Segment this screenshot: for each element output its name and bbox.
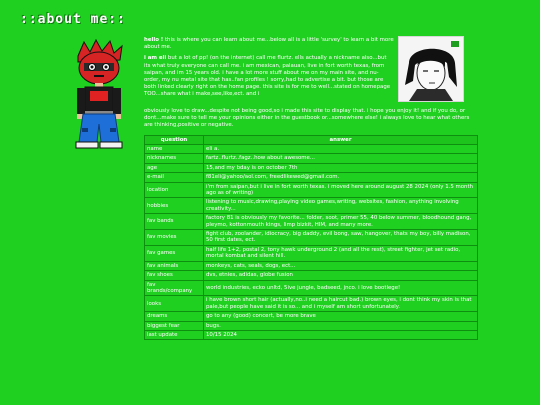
question-cell: fav animals	[145, 261, 204, 270]
answer-cell: monkeys, cats, seals, dogs, ect...	[204, 261, 478, 270]
survey-header-row	[145, 136, 478, 145]
table-row	[145, 296, 478, 312]
answer-cell: half life 1+2, postal 2, tony hawk underground 2 (and all the rest), street fighter, jet set radio, mortal kombat and silent hill.	[204, 245, 478, 261]
question-cell: dreams	[145, 312, 204, 321]
answer-cell: i'm from saipan,but i live in fort worth texas. i moved here around august 28 2024 (only 1.5 month ago as of writing)	[204, 182, 478, 198]
answer-cell: dvs, etnies, adidas, globe fusion	[204, 271, 478, 280]
question-cell: nicknames	[145, 154, 204, 163]
question-cell: name	[145, 145, 204, 154]
pixel-character-icon	[68, 38, 130, 150]
table-row	[145, 163, 478, 172]
intro-continued: obviously love to draw...despite not being good,so i made this site to display that. i hope you enjoy it! and if you do, or dont...make sure to tell me your opinions either in the guestbook or...somewhere else! i always love to hear what others are thinking,positive or negative.	[144, 108, 470, 129]
answer-cell: factory 81 is obviously my favorite... folder, soot, primer 55, 40 below summer, bloodhound gang, pleymo, kottonmouth kings, limp bizkit, HIM, and many more.	[204, 214, 478, 230]
table-row	[145, 214, 478, 230]
intro-about-bold: i am eli	[144, 55, 167, 62]
question-cell: fav brands/company	[145, 280, 204, 296]
answer-cell: i have brown short hair (actually,no..i need a haircut bad.) brown eyes, i dont think my skin is that pale,but people have said it is so... and i myself am short unfortunately.	[204, 296, 478, 312]
table-row	[145, 330, 478, 339]
intro-hello-bold: hello !	[144, 37, 164, 43]
survey-table	[144, 135, 478, 340]
answer-cell: world industries, ecko unltd, 5ive jungle, badseed, jnco. i love bootlege!	[204, 280, 478, 296]
table-row	[145, 145, 478, 154]
intro-hello-text: this is where you can learn about me...below all is a little 'survey' to learn a bit more about me.	[144, 37, 394, 51]
table-row	[145, 230, 478, 246]
drawn-portrait-image	[398, 36, 464, 102]
answer-header: answer	[204, 136, 478, 145]
question-cell: location	[145, 182, 204, 198]
answer-cell: eli a.	[204, 145, 478, 154]
answer-cell: f81eli@yahoo/aol.com, freedlikewed@gmail.com.	[204, 173, 478, 182]
answer-cell: go to any (good) concert, be more brave	[204, 312, 478, 321]
intro-about	[144, 55, 394, 98]
table-row	[145, 271, 478, 280]
intro-hello	[144, 37, 394, 51]
intro-text	[144, 37, 394, 99]
question-cell: fav shoes	[145, 271, 204, 280]
intro-about-text: but a lot of pp! (on the internet) call me flurtz. ells actually a nickname also...but its what truly everyone can call me. i am mexican, palauan, live in fort worth texas, from saipan, and im 15 years old. i have a lot more stuff about me on my main site, and nu-order, my nu metal site that has..fan profiles ! sorry,had to advertise a bit. but those are both linked clearly right on the home page. this site is for me to well...stated on homepage TOO...share what i make,see,like,ect. and i	[144, 55, 391, 98]
answer-cell: fartz..flurtz..fagz..how about awesome...	[204, 154, 478, 163]
answer-cell: 10/15 2024	[204, 330, 478, 339]
table-row	[145, 261, 478, 270]
page-title: ::about me::	[20, 12, 126, 27]
question-cell: fav bands	[145, 214, 204, 230]
table-row	[145, 173, 478, 182]
answer-cell: listening to music,drawing,playing video games,writing, websites, fashion, anything involving creativity...	[204, 198, 478, 214]
question-cell: fav movies	[145, 230, 204, 246]
table-row	[145, 321, 478, 330]
table-row	[145, 245, 478, 261]
answer-cell: bugs.	[204, 321, 478, 330]
table-row	[145, 198, 478, 214]
question-header: question	[145, 136, 204, 145]
question-cell: age	[145, 163, 204, 172]
answer-cell: 15,and my bday is on october 7th	[204, 163, 478, 172]
table-row	[145, 154, 478, 163]
question-cell: looks	[145, 296, 204, 312]
table-row	[145, 280, 478, 296]
question-cell: last update	[145, 330, 204, 339]
survey-body	[145, 145, 478, 340]
table-row	[145, 312, 478, 321]
question-cell: e-mail	[145, 173, 204, 182]
table-row	[145, 182, 478, 198]
question-cell: biggest fear	[145, 321, 204, 330]
answer-cell: fight club, zoolander, idiocracy, big daddy, evil bong, saw, hangover, thats my boy, billy madison, 50 first dates, ect.	[204, 230, 478, 246]
question-cell: fav games	[145, 245, 204, 261]
question-cell: hobbies	[145, 198, 204, 214]
